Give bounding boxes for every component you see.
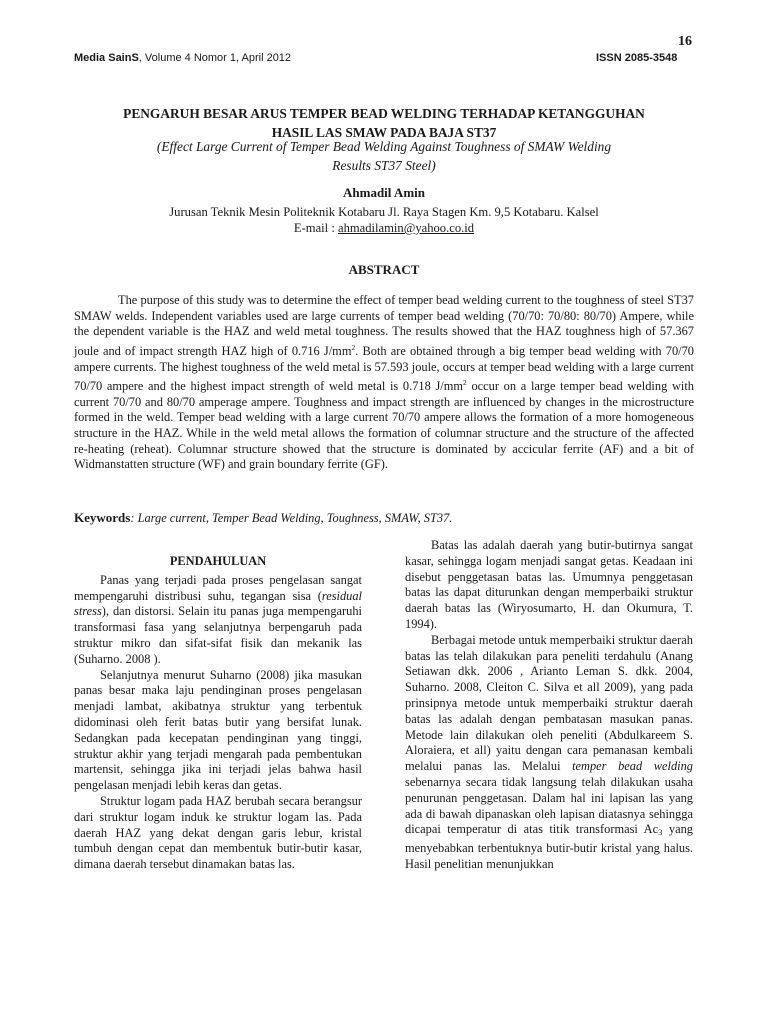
right-paragraph-2	[405, 633, 693, 873]
right-p2-text-a: Berbagai metode untuk memperbaiki struktur daerah batas las telah dilakukan para peneliti terdahulu (Anang Setiawan dkk. 2006 , Arianto Leman S. dkk. 2004, Suharno. 2008, Cleiton C. Silva et all 2009), yang pada prinsipnya metode untuk memperbaiki struktur daerah batas las adalah dengan pembatasan masukan panas. Metode lain dilakukan oleh peneliti (Abdulkareem S. Aloraiera, et all) yaitu dengan cara pemanasan kembali melalui panas las. Melalui	[405, 632, 693, 774]
left-paragraph-3: Struktur logam pada HAZ berubah secara berangsur dari struktur logam induk ke struktur logam las. Pada daerah HAZ yang dekat dengan garis lebur, kristal tumbuh dengan cepat dan membentuk butir-butir kasar, dimana daerah tersebut dinamakan batas las.	[74, 793, 362, 872]
left-p1-italic: residual stress	[74, 588, 362, 619]
left-paragraph-1	[74, 573, 362, 668]
keywords-label: Keywords	[74, 510, 131, 525]
left-column	[74, 538, 362, 873]
author-name: Ahmadil Amin	[343, 185, 425, 200]
english-title-line-1: (Effect Large Current of Temper Bead Welding Against Toughness of SMAW Welding	[156, 139, 612, 154]
email-label: E-mail :	[293, 221, 338, 235]
issn: ISSN 2085-3548	[596, 52, 678, 64]
abstract-text-3: occur on a large temper bead welding with current 70/70 and 80/70 amperage ampere. Toughness and impact strength are influenced by changes in the microstructure formed in the weld. Temper bead welding with a large current 70/70 ampere allows the formation of a more homogeneous structure in the HAZ. While in the weld metal allows the formation of columnar structure and the structure of the affected re-heating (reheat). Columnar structure showed that the structure is dominated by accicular ferrite (AF) and a bit of Widmanstatten structure (WF) and grain boundary ferrite (GF).	[74, 379, 694, 472]
abstract-sup-1: 2	[351, 342, 356, 352]
right-column	[405, 538, 693, 873]
page-number: 16	[678, 34, 692, 49]
right-p2-italic: temper bead welding	[572, 759, 693, 774]
abstract-text-1: The purpose of this study was to determine the effect of temper bead welding current to the toughness of steel ST37 SMAW welds. Independent variables used are large currents of temper bead welding (70/70: 70/80: 80/70) Ampere, while the dependent variable is the HAZ and weld metal toughness. The results showed that the HAZ toughness high of 57.367 joule and of impact strength HAZ high of 0.716 J/mm	[74, 293, 694, 358]
english-title-line-2: Results ST37 Steel)	[332, 158, 436, 173]
left-paragraph-2: Selanjutnya menurut Suharno (2008) jika masukan panas besar maka laju pendinginan proses pengelasan menjadi lambat, akibatnya struktur yang terbentuk didominasi oleh ferit batas butir yang bersifat lunak. Sedangkan pada kecepatan pendinginan yang tinggi, struktur akhir yang terjadi mengarah pada pembentukan martensit, sehingga jika ini terjadi jelas bahwa hasil pengelasan menjadi lebih keras dan getas.	[74, 667, 362, 793]
right-paragraph-1: Batas las adalah daerah yang butir-butirnya sangat kasar, sehingga logam menjadi sangat getas. Keadaan ini disebut penggetasan batas las. Umumnya penggetasan batas las dapat diturunkan dengan memperbaiki struktur daerah batas las (Wiryosumarto, H. dan Okumura, T. 1994).	[405, 538, 693, 631]
affiliation-text: Jurusan Teknik Mesin Politeknik Kotabaru Jl. Raya Stagen Km. 9,5 Kotabaru. Kalsel	[169, 205, 599, 219]
journal-name: Media SainS	[74, 52, 139, 64]
email-link[interactable]: ahmadilamin@yahoo.co.id	[337, 221, 475, 235]
right-p2-text-c: yang menyebabkan terbentuknya butir-butir kristal yang halus. Hasil penelitian menunjukkan	[405, 822, 693, 871]
email-line	[60, 220, 708, 236]
abstract-sup-2: 2	[463, 378, 467, 388]
right-p2-text-b: sebenarnya secara tidak langsung telah dilakukan usaha penurunan penggetasan. Dalam hal ini lapisan las yang ada di bawah dipanaskan oleh lapisan diatasnya sehingga dicapai temperatur di atas titik transformasi Ac	[405, 774, 693, 837]
keywords-text: : Large current, Temper Bead Welding, Toughness, SMAW, ST37.	[130, 511, 453, 525]
abstract-body	[74, 293, 694, 473]
right-p2-subscript: 3	[658, 827, 663, 838]
journal-citation	[74, 52, 291, 64]
abstract-text-2: . Both are obtained through a big temper bead welding with 70/70 ampere currents. The highest toughness of the weld metal is 57.593 joule, occurs at temper bead welding with a large current 70/70 ampere and the highest impact strength of weld metal is 0.718 J/mm	[74, 343, 694, 394]
title-line-2: HASIL LAS SMAW PADA BAJA ST37	[271, 125, 497, 140]
english-title	[60, 137, 708, 175]
title-line-1: PENGARUH BESAR ARUS TEMPER BEAD WELDING TERHADAP KETANGGUHAN	[123, 106, 645, 121]
left-p1-text-a: Panas yang terjadi pada proses pengelasan sangat mempengaruhi distribusi suhu, tegangan sisa (	[74, 572, 362, 603]
author-affiliation	[60, 204, 708, 236]
keywords	[74, 510, 452, 526]
journal-volume: , Volume 4 Nomor 1, April 2012	[138, 52, 292, 64]
section-heading-pendahuluan: PENDAHULUAN	[169, 554, 267, 568]
abstract-paragraph	[74, 293, 694, 473]
abstract-heading: ABSTRACT	[348, 262, 420, 277]
left-p1-text-b: ), dan distorsi. Selain itu panas juga mempengaruhi transformasi fasa yang selanjutnya berpengaruh pada struktur mikro dan sifat-sifat fisik dan mekanik las (Suharno. 2008 ).	[74, 604, 362, 666]
